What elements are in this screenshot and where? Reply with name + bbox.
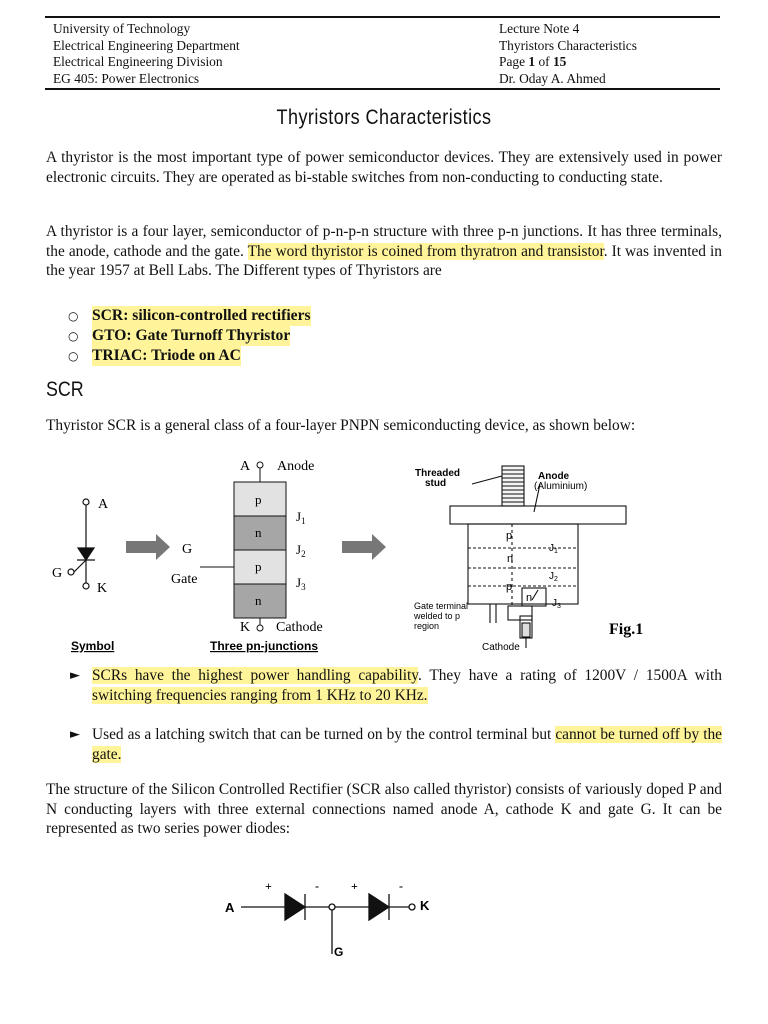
thyristor-symbol (68, 499, 95, 589)
list-item: ○ TRIAC: Triode on AC (68, 347, 241, 364)
stack-label-a: A (240, 459, 251, 474)
junction-j2: $J_2$ (296, 542, 306, 559)
symbol-label-a: A (98, 497, 109, 512)
structure-paragraph: A thyristor is a four layer, semiconductor of p-n-p-n structure with three p-n junctions. It has three terminals, the anode, cathode and the gate. The word thyristor is coined from thyratron and transistor. It was invented in the year 1957 at Bell Labs. The Different types of Thyristors are (46, 223, 722, 279)
list-item: ○ GTO: Gate Turnoff Thyristor (68, 327, 291, 344)
scr-figure (40, 448, 720, 658)
structure-description: The structure of the Silicon Controlled Rectifier (SCR also called thyristor) consists of variously doped P and N conducting layers with three external connections named anode A, cathode K and gate G. It can be represented as two series power diodes: (46, 781, 722, 837)
stack-label-anode: Anode (277, 459, 315, 474)
diode-plus-1: + (265, 879, 272, 893)
diode-label-g: G (334, 945, 344, 959)
list-item: ► Used as a latching switch that can be turned on by the control terminal but cannot be turned off by the gate. (70, 726, 722, 763)
layer-p1: p (255, 492, 262, 507)
highlight-etymology: The word thyristor is coined from thyratron and transistor (247, 242, 604, 260)
circle-bullet-icon: ○ (68, 309, 79, 323)
diode-plus-2: + (351, 879, 358, 893)
stack-label-g: G (182, 542, 193, 557)
intro-paragraph: A thyristor is the most important type of power semiconductor devices. They are extensively used in power electronic circuits. They are operated as bi-stable switches from non-conducting to conducting state. (46, 149, 722, 186)
scr-intro: Thyristor SCR is a general class of a four-layer PNPN semiconducting device, as shown below: (46, 417, 636, 434)
diode-circuit (241, 894, 415, 954)
symbol-label-k: K (97, 581, 108, 596)
construction-n1: n (507, 553, 514, 565)
anode-aluminium-label-2: (Aluminium) (534, 481, 588, 492)
list-item: ► SCRs have the highest power handling capability. They have a rating of 1200V / 1500A with switching frequencies ranging from 1 KHz to 20 KHz. (70, 667, 722, 704)
triangle-bullet-icon: ► (70, 727, 80, 742)
threaded-stud-label-2: stud (425, 478, 447, 489)
layer-p2: p (255, 559, 262, 574)
right-arrow-icon (342, 534, 386, 560)
header-topic: Thyristors Characteristics (499, 37, 637, 53)
scr-heading: SCR (46, 378, 84, 401)
feature-bullet-list (46, 666, 722, 764)
junction-j3: $J_3$ (296, 575, 306, 592)
construction-j2: $J_2$ (549, 571, 558, 583)
thyristor-types-list (68, 306, 311, 366)
header-university: University of Technology (53, 21, 191, 36)
header-division: Electrical Engineering Division (53, 54, 223, 69)
page-header (45, 16, 720, 90)
junction-caption: Three pn-junctions (210, 639, 318, 653)
cathode-small-label: Cathode (482, 642, 520, 653)
stack-label-k: K (240, 620, 251, 635)
circle-bullet-icon: ○ (68, 329, 79, 343)
list-item: ○ SCR: silicon-controlled rectifiers (68, 307, 311, 324)
header-left (53, 21, 240, 87)
diode-minus-1: - (315, 879, 319, 893)
layer-n1: n (255, 525, 262, 540)
right-arrow-icon (126, 534, 170, 560)
header-lecture: Lecture Note 4 (499, 21, 580, 36)
header-page-number: Page 1 of 15 (499, 54, 567, 69)
gate-terminal-label-3: region (414, 621, 440, 631)
header-department: Electrical Engineering Department (53, 37, 240, 53)
header-course: EG 405: Power Electronics (53, 70, 200, 86)
stack-label-gate: Gate (171, 572, 198, 587)
pn-layer-stack (200, 462, 286, 631)
diode-label-k: K (420, 898, 430, 913)
symbol-caption: Symbol (71, 639, 115, 653)
scr-construction-drawing (450, 466, 626, 648)
header-author: Dr. Oday A. Ahmed (499, 70, 606, 86)
page-title: Thyristors Characteristics (276, 106, 492, 129)
junction-j1: $J_1$ (296, 509, 306, 526)
diode-minus-2: - (399, 879, 403, 893)
triangle-bullet-icon: ► (70, 668, 80, 683)
construction-j1: $J_1$ (549, 543, 558, 555)
construction-n2: n (526, 592, 533, 604)
gate-terminal-label-2: welded to p (414, 611, 461, 621)
header-right (499, 21, 637, 87)
layer-n2: n (255, 593, 262, 608)
construction-p2: p (506, 581, 513, 593)
symbol-label-g: G (52, 566, 63, 581)
series-diodes-figure (205, 878, 445, 968)
anode-aluminium-label: Anode (538, 471, 570, 482)
diode-label-a: A (225, 900, 235, 915)
gate-terminal-label: Gate terminal (414, 601, 469, 611)
construction-j3: $J_3$ (552, 598, 561, 610)
stack-label-cathode: Cathode (276, 620, 323, 635)
construction-p1: p (506, 530, 513, 542)
threaded-stud-label: Threaded (415, 468, 461, 479)
figure-label: Fig.1 (609, 621, 644, 638)
circle-bullet-icon: ○ (68, 349, 79, 363)
